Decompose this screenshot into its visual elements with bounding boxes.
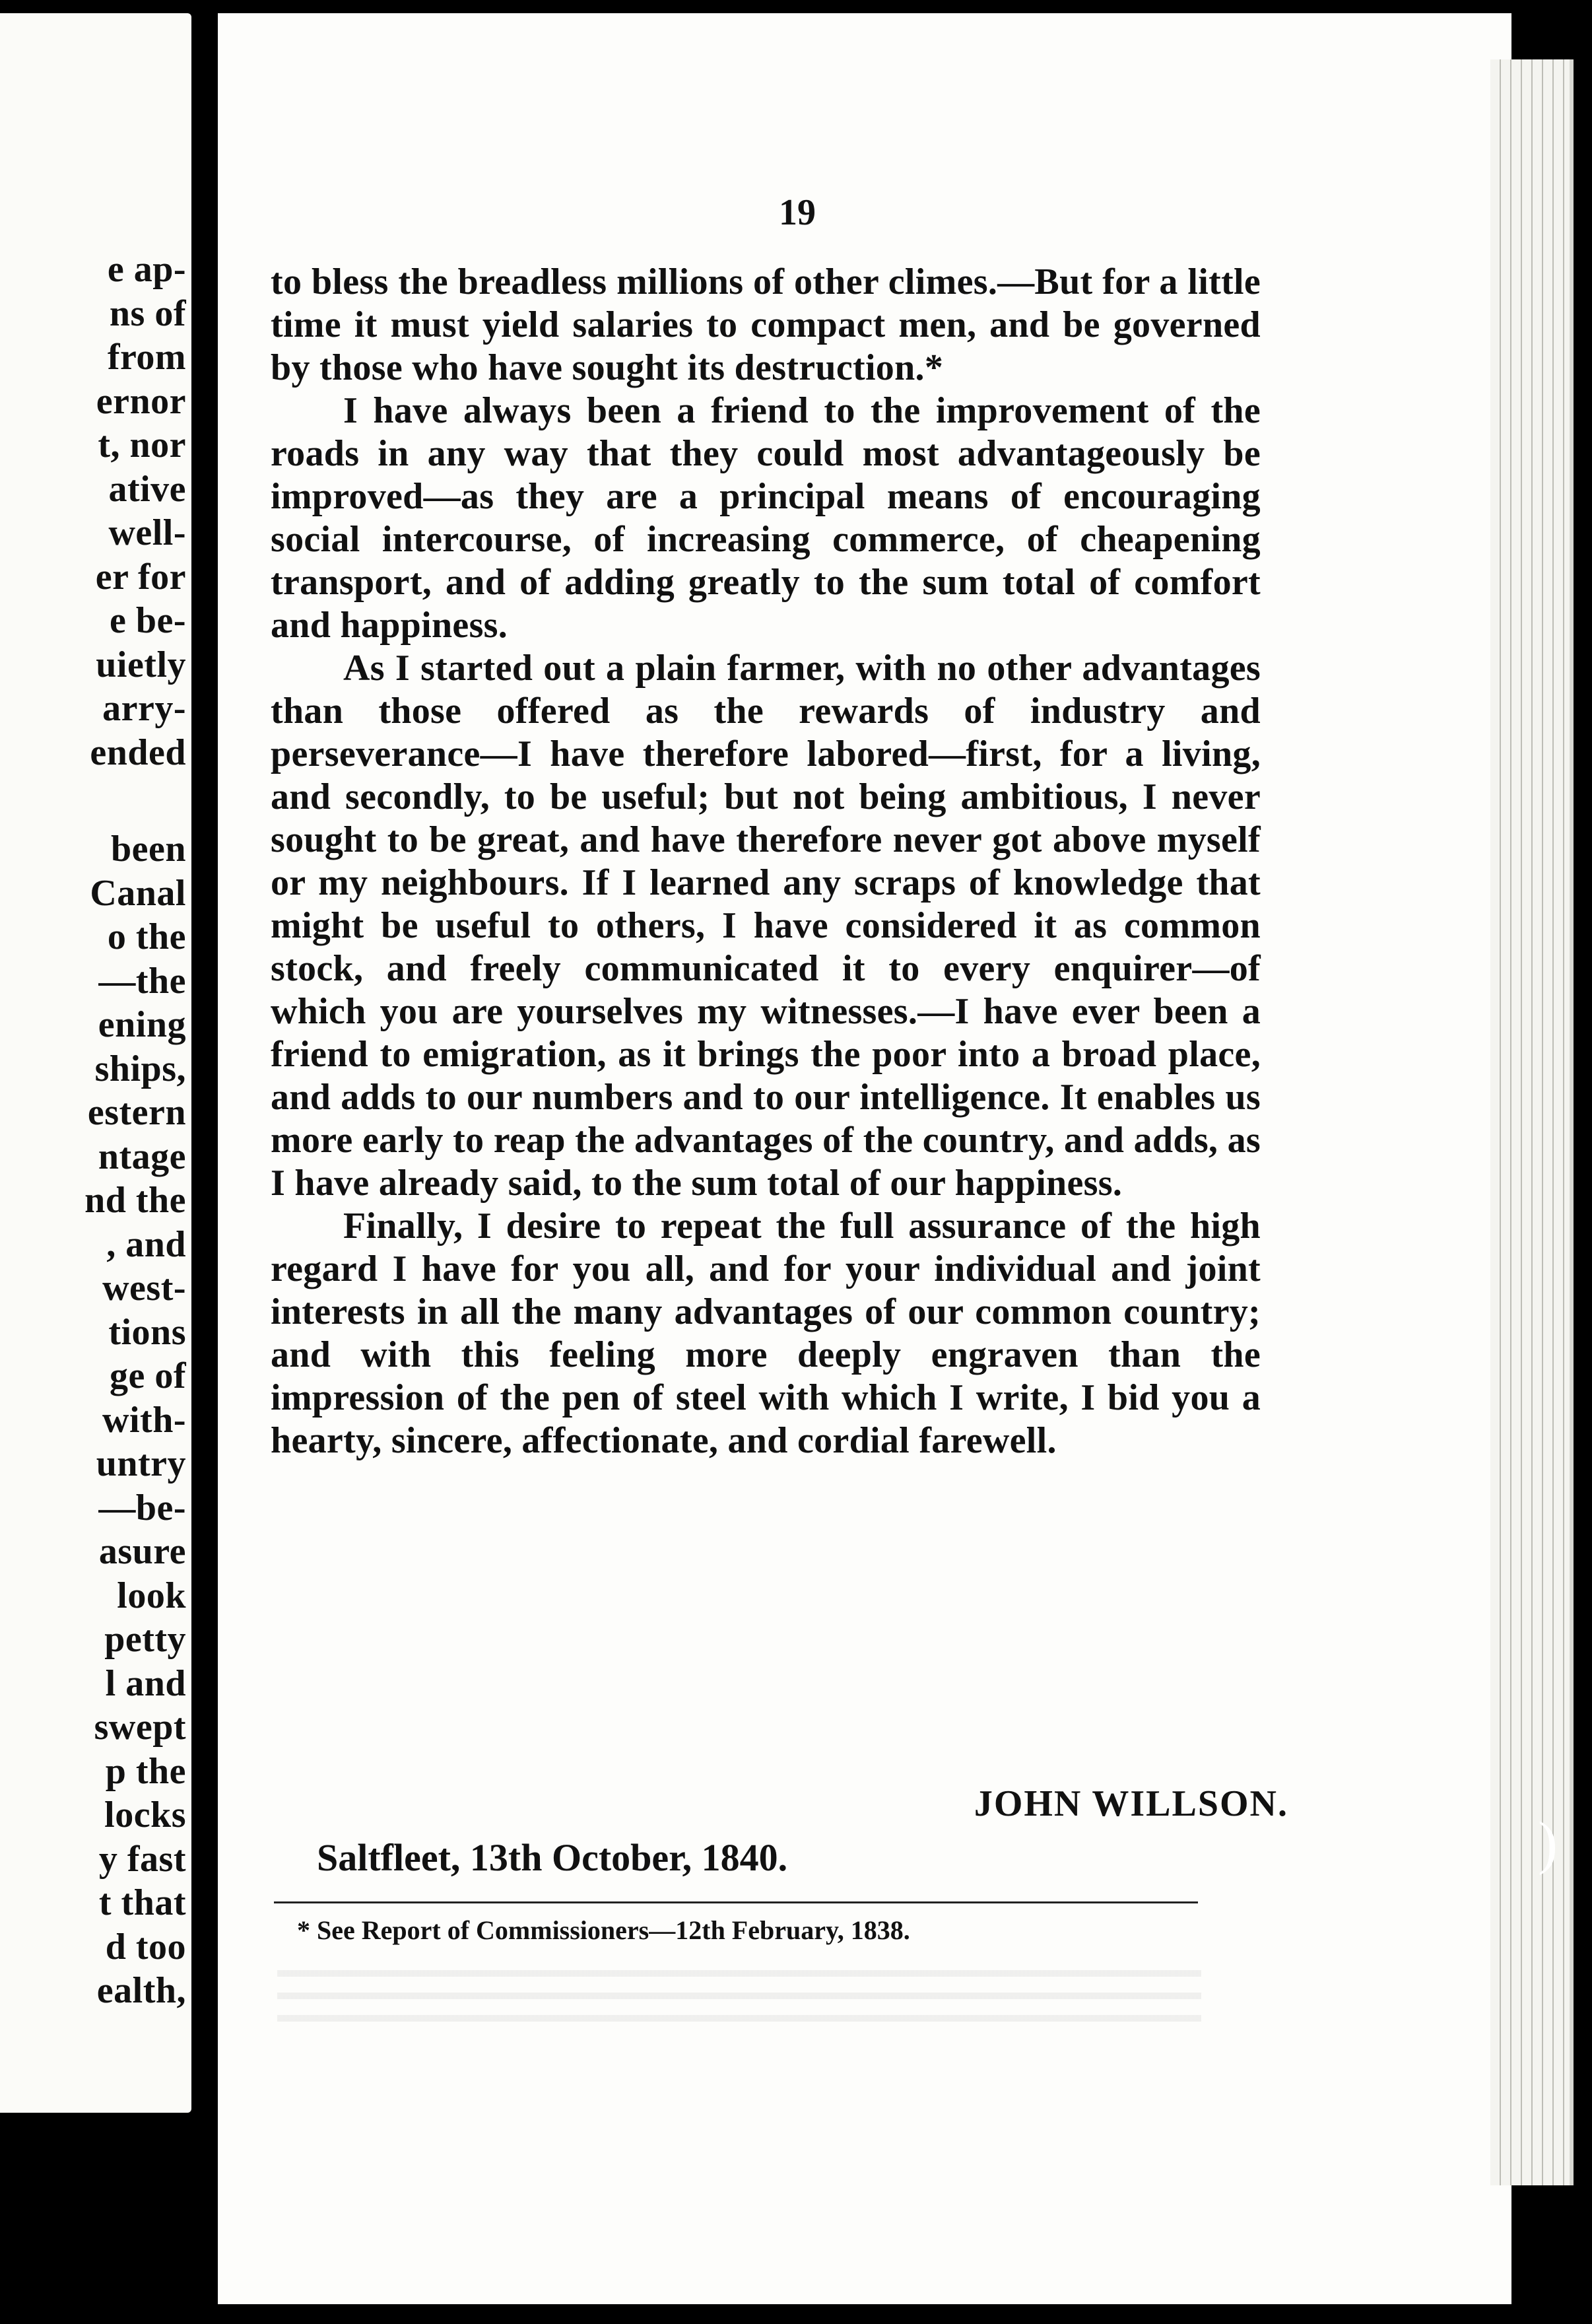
paragraph-3: As I started out a plain farmer, with no other advantages than those offered as the rewards of industry and perseverance—I have therefore labored—first, for a living, and secondly, to be useful; but not being ambitious, I never sought to be great, and have therefore never got above myself or my neighbours. If I learned any scraps of knowledge that might be useful to others, I have considered it as common stock, and freely communicated it to every enquirer—of which you are yourselves my witnesses.—I have ever been a friend to emigration, as it brings the poor into a broad place, and adds to our numbers and to our intelligence. It enables us more early to reap the advantages of the country, and adds, as I have already said, to the sum total of our happiness. bbox=[271, 648, 1261, 1204]
page-number: 19 bbox=[779, 192, 816, 233]
left-page-fragment: er for bbox=[95, 556, 186, 598]
left-page-fragment: —be- bbox=[98, 1487, 186, 1528]
left-page-fragment: well- bbox=[108, 512, 186, 553]
left-page-fragment: west- bbox=[102, 1268, 186, 1309]
left-page-fragment: d too bbox=[105, 1926, 186, 1967]
paragraph-2: I have always been a friend to the improvement of the roads in any way that they could most advantageously be improved—as they are a principal means of encouraging social intercourse, of increasing commerce, of cheapening transport, and of adding greatly to the sum total of comfort and happiness. bbox=[271, 390, 1261, 646]
paragraph-4: Finally, I desire to repeat the full assurance of the high regard I have for you all, and for your individual and joint interests in all the many advantages of our common country; and with this feeling more deeply engraven than the impression of the pen of steel with which I write, I bid you a hearty, sincere, affectionate, and cordial farewell. bbox=[271, 1206, 1261, 1461]
left-page-fragment: been bbox=[111, 829, 186, 870]
left-page-fragment: uietly bbox=[96, 644, 186, 685]
book-gutter bbox=[191, 0, 218, 2324]
dateline: Saltfleet, 13th October, 1840. bbox=[317, 1836, 788, 1879]
signature: JOHN WILLSON. bbox=[974, 1783, 1288, 1824]
left-page-fragment: t that bbox=[98, 1882, 186, 1923]
show-through-text bbox=[277, 1954, 1201, 2034]
body-text bbox=[271, 261, 1261, 1462]
left-page-fragment: petty bbox=[104, 1619, 186, 1660]
left-page-fragment: Canal bbox=[90, 872, 186, 914]
left-page-fragment: ernor bbox=[96, 380, 186, 422]
left-page-fragment: swept bbox=[94, 1707, 186, 1748]
paragraph-1: to bless the breadless millions of other climes.—But for a little time it must yield salaries to compact men, and be governed by those who have sought its destruction.* bbox=[271, 261, 1261, 388]
left-page-fragment: y fast bbox=[98, 1838, 186, 1880]
left-page-fragment: ative bbox=[108, 468, 186, 510]
page-edges bbox=[1490, 59, 1574, 2185]
left-page-fragment: ended bbox=[90, 732, 186, 773]
left-page-fragment: asure bbox=[98, 1531, 186, 1572]
left-page-fragment: , and bbox=[106, 1223, 186, 1265]
left-page-fragment: e be- bbox=[109, 600, 186, 641]
left-page-fragment: look bbox=[117, 1575, 186, 1616]
left-page-fragment: tions bbox=[108, 1311, 186, 1353]
left-page-fragment: p the bbox=[105, 1750, 186, 1792]
left-page-fragment: locks bbox=[104, 1794, 186, 1835]
left-page-fragment: untry bbox=[96, 1443, 186, 1484]
left-page-fragment: o the bbox=[107, 916, 186, 957]
left-page-fragment: ge of bbox=[109, 1355, 186, 1396]
left-page-fragment: from bbox=[107, 337, 186, 378]
left-page-fragment: e ap- bbox=[107, 249, 186, 290]
left-page-fragment: l and bbox=[105, 1662, 186, 1704]
margin-mark: ) bbox=[1538, 1810, 1558, 1876]
left-page-fragment: ening bbox=[98, 1004, 186, 1045]
left-facing-page bbox=[0, 13, 191, 2113]
left-page-fragment: with- bbox=[102, 1399, 186, 1441]
left-page-fragment: estern bbox=[87, 1092, 186, 1133]
left-page-fragment: ns of bbox=[109, 292, 186, 334]
footnote-rule bbox=[274, 1901, 1198, 1903]
left-page-fragment: t, nor bbox=[98, 425, 186, 465]
left-page-fragment: arry- bbox=[102, 688, 186, 729]
left-page-fragment: ntage bbox=[98, 1136, 186, 1177]
left-page-fragment: ships, bbox=[94, 1048, 186, 1089]
left-page-fragment: ealth, bbox=[96, 1970, 186, 2011]
footnote: * See Report of Commissioners—12th February, 1838. bbox=[297, 1915, 910, 1945]
left-page-fragment: nd the bbox=[84, 1180, 186, 1221]
left-page-fragment: —the bbox=[98, 960, 186, 1002]
